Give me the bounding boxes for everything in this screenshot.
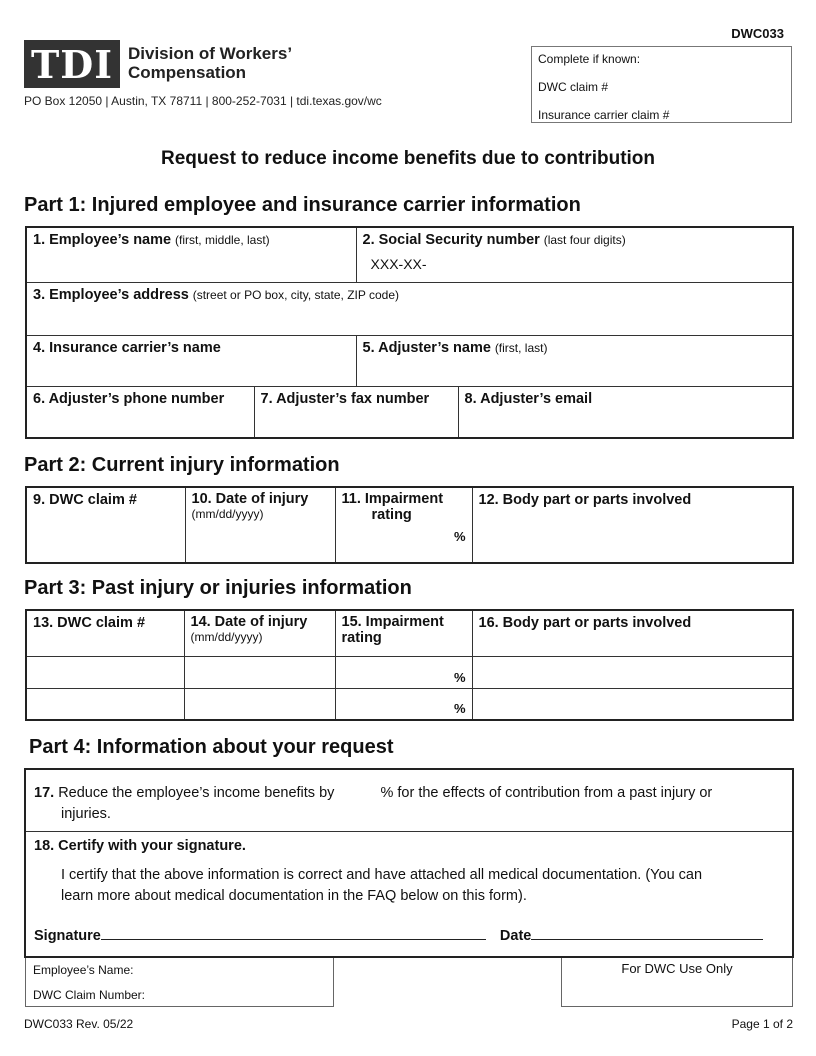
part1-table: [25, 226, 794, 439]
org-name: [128, 44, 292, 82]
dwc-use-only-box: [561, 958, 793, 1007]
current-injury-date-field[interactable]: [185, 487, 335, 563]
adjuster-email-label: 8. Adjuster’s email: [464, 390, 593, 407]
adjuster-name-field[interactable]: [356, 335, 793, 386]
form-title: Request to reduce income benefits due to contribution: [160, 148, 656, 169]
past-body-parts-row1[interactable]: [472, 656, 793, 688]
ssn-prefix: XXX-XX-: [370, 256, 427, 272]
current-impairment-percent: %: [453, 529, 466, 544]
certify-text-b: learn more about medical documentation in the FAQ below on this form).: [61, 888, 527, 904]
adjuster-phone-label: 6. Adjuster’s phone number: [33, 390, 225, 407]
adjuster-name-hint: (first, last): [494, 340, 548, 355]
adjuster-name-label: 5. Adjuster’s name: [362, 339, 491, 356]
current-impairment-label-b: rating: [371, 507, 412, 523]
past-impairment-row2[interactable]: [335, 688, 472, 720]
current-injury-date-label: 10. Date of injury: [191, 491, 309, 507]
past-claim-header: [26, 610, 184, 656]
org-address: PO Box 12050 | Austin, TX 78711 | 800-252-7031 | tdi.texas.gov/wc: [24, 94, 382, 108]
past-impairment-header: [335, 610, 472, 656]
signature-line: [34, 925, 784, 947]
claim-number-footer-label: DWC Claim Number:: [33, 988, 146, 1002]
reduction-text-c: injuries.: [61, 806, 111, 822]
page-number: Page 1 of 2: [731, 1017, 793, 1031]
tdi-logo: TDI: [24, 40, 120, 88]
carrier-name-label: 4. Insurance carrier’s name: [33, 339, 221, 356]
known-title: Complete if known:: [538, 52, 641, 66]
current-claim-field[interactable]: [26, 487, 185, 563]
employee-name-label: 1. Employee’s name: [33, 232, 172, 248]
employee-address-label: 3. Employee’s address: [33, 286, 189, 303]
employee-info-box: [25, 958, 334, 1007]
current-body-parts-field[interactable]: [472, 487, 793, 563]
past-body-parts-header: [472, 610, 793, 656]
current-body-parts-label: 12. Body part or parts involved: [478, 492, 692, 508]
past-body-parts-label: 16. Body part or parts involved: [478, 615, 692, 631]
past-injury-date-hint: (mm/dd/yyyy): [190, 630, 263, 644]
past-body-parts-row2[interactable]: [472, 688, 793, 720]
signature-input[interactable]: [101, 925, 486, 940]
adjuster-fax-label: 7. Adjuster’s fax number: [260, 390, 430, 407]
org-name-line1: Division of Workers’: [128, 44, 293, 63]
current-impairment-field[interactable]: [335, 487, 472, 563]
complete-if-known-box: [531, 46, 792, 123]
past-claim-label: 13. DWC claim #: [33, 615, 146, 631]
current-impairment-label: 11. Impairment: [341, 491, 444, 507]
part4-box: [24, 768, 794, 958]
part3-heading: Part 3: Past injury or injuries information: [24, 577, 412, 599]
past-claim-row2[interactable]: [26, 688, 184, 720]
revision-label: DWC033 Rev. 05/22: [24, 1017, 134, 1031]
ssn-hint: (last four digits): [543, 233, 626, 247]
certification-row: [26, 832, 792, 951]
part1-heading: Part 1: Injured employee and insurance carrier information: [24, 194, 581, 216]
employee-address-hint: (street or PO box, city, state, ZIP code): [192, 287, 400, 302]
reduction-number: 17.: [34, 785, 55, 801]
reduction-text-a: Reduce the employee’s income benefits by: [58, 785, 335, 801]
past-impairment-percent-row1: %: [453, 669, 466, 685]
current-claim-label: 9. DWC claim #: [33, 492, 137, 508]
adjuster-fax-field[interactable]: [254, 386, 458, 438]
part2-heading: Part 2: Current injury information: [24, 454, 340, 476]
part4-heading: Part 4: Information about your request: [29, 736, 394, 758]
reduction-text-b: % for the effects of contribution from a past injury or: [380, 785, 713, 801]
known-carrier-claim-field[interactable]: Insurance carrier claim #: [538, 108, 670, 122]
adjuster-email-field[interactable]: [458, 386, 793, 438]
signature-label: Signature: [34, 928, 101, 944]
form-code: DWC033: [731, 26, 784, 41]
employee-name-field[interactable]: [26, 227, 356, 282]
current-injury-date-hint: (mm/dd/yyyy): [191, 507, 264, 521]
past-date-row2[interactable]: [184, 688, 335, 720]
employee-name-footer-label: Employee’s Name:: [33, 963, 134, 977]
employee-address-field[interactable]: [26, 282, 793, 335]
date-input[interactable]: [531, 925, 763, 940]
ssn-field[interactable]: [356, 227, 793, 282]
past-impairment-row1[interactable]: [335, 656, 472, 688]
certify-label: 18. Certify with your signature.: [34, 838, 246, 854]
known-dwc-claim-field[interactable]: DWC claim #: [538, 80, 609, 94]
part3-table: [25, 609, 794, 721]
adjuster-phone-field[interactable]: [26, 386, 254, 438]
past-impairment-percent-row2: %: [453, 701, 466, 716]
part2-table: [25, 486, 794, 564]
past-injury-date-label: 14. Date of injury: [190, 614, 308, 630]
past-impairment-label-b: rating: [341, 630, 382, 646]
date-label: Date: [499, 928, 532, 944]
certify-text-a: I certify that the above information is correct and have attached all medical documentation. (You can: [61, 867, 703, 883]
ssn-label: 2. Social Security number: [362, 232, 540, 248]
reduction-request-row: [26, 770, 792, 832]
past-injury-date-header: [184, 610, 335, 656]
org-name-line2: Compensation: [128, 63, 247, 82]
employee-name-hint: (first, middle, last): [174, 233, 270, 247]
carrier-name-field[interactable]: [26, 335, 356, 386]
past-claim-row1[interactable]: [26, 656, 184, 688]
past-date-row1[interactable]: [184, 656, 335, 688]
dwc-use-only-label: For DWC Use Only: [621, 961, 733, 976]
past-impairment-label: 15. Impairment: [341, 614, 444, 630]
